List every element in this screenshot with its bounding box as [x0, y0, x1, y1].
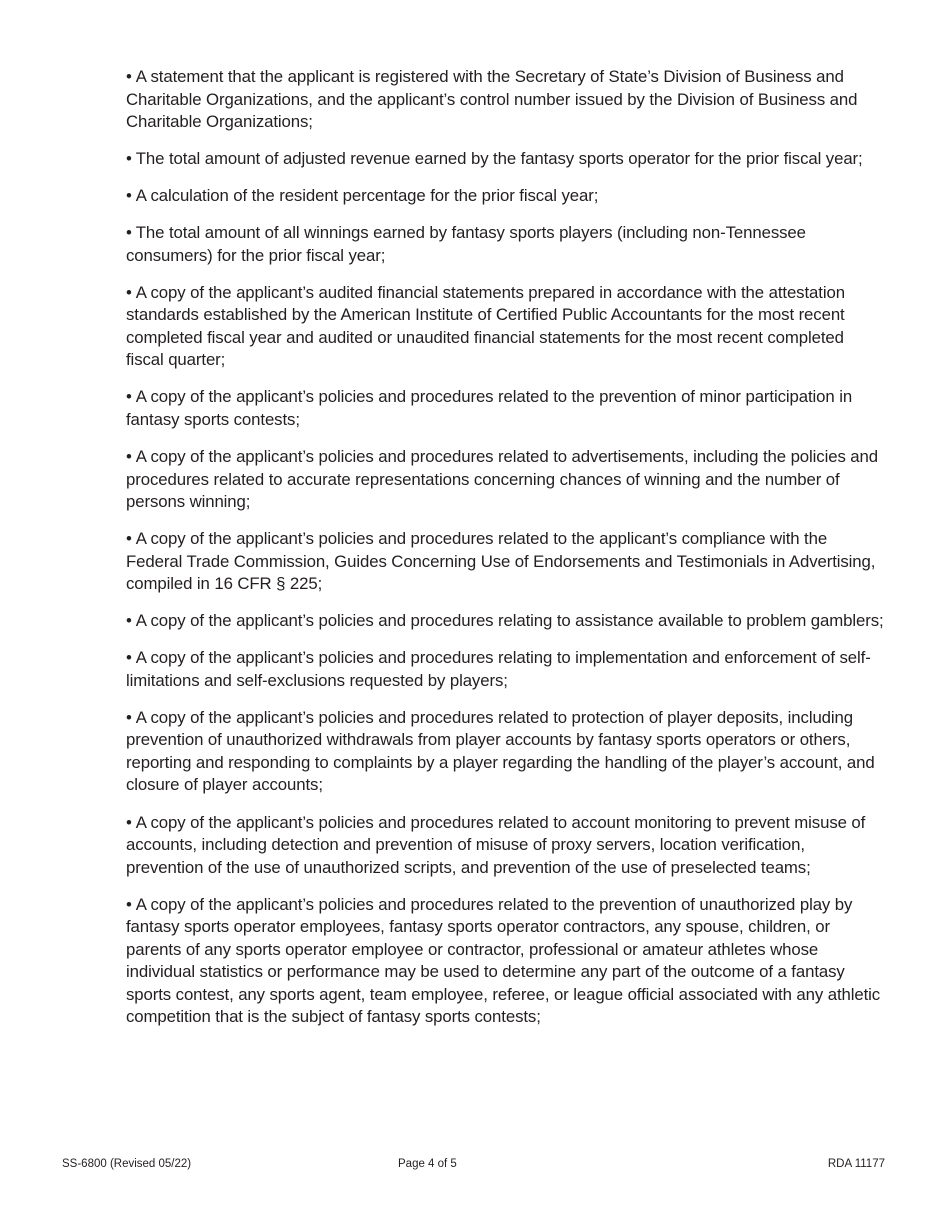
bullet-icon: •: [126, 812, 132, 832]
bullet-icon: •: [126, 707, 132, 727]
list-item-text: A copy of the applicant’s policies and procedures related to the applicant’s compliance with the Federal Trade Commission, Guides Concerning Use of Endorsements and Testimonials in Advertising, compiled in 16 CFR § 225;: [126, 529, 876, 594]
list-item: [126, 528, 886, 596]
list-item-text: A copy of the applicant’s policies and procedures related to advertisements, including the policies and procedures related to accurate representations concerning chances of winning and the number of persons winning;: [126, 447, 878, 512]
footer-form-number: SS-6800 (Revised 05/22): [62, 1158, 192, 1170]
bullet-icon: •: [126, 529, 132, 549]
list-item-text: A copy of the applicant’s policies and procedures related to account monitoring to prevent misuse of accounts, including detection and prevention of misuse of proxy servers, location verification, prevention of the use of unauthorized scripts, and prevention of the use of preselected teams;: [126, 812, 866, 877]
document-body: [126, 66, 886, 1043]
list-item-text: A copy of the applicant’s audited financial statements prepared in accordance with the attestation standards established by the American Institute of Certified Public Accountants for the most recent completed fiscal year and audited or unaudited financial statements for the most recent completed fiscal quarter;: [126, 282, 845, 370]
list-item-text: The total amount of all winnings earned by fantasy sports players (including non-Tennessee consumers) for the prior fiscal year;: [126, 223, 806, 265]
list-item: [126, 386, 886, 431]
list-item: [126, 446, 886, 514]
list-item-text: A copy of the applicant’s policies and procedures related to the prevention of minor participation in fantasy sports contests;: [126, 387, 853, 429]
list-item: [126, 282, 886, 372]
list-item-text: A calculation of the resident percentage for the prior fiscal year;: [135, 186, 599, 206]
bullet-icon: •: [126, 648, 132, 668]
list-item-text: A copy of the applicant’s policies and procedures relating to assistance available to problem gamblers;: [135, 611, 884, 631]
bullet-icon: •: [126, 282, 132, 302]
bullet-icon: •: [126, 447, 132, 467]
bullet-icon: •: [126, 611, 132, 631]
footer-page-number: Page 4 of 5: [398, 1158, 457, 1170]
list-item: [126, 222, 886, 267]
list-item: [126, 148, 886, 171]
list-item-text: A statement that the applicant is registered with the Secretary of State’s Division of Business and Charitable Organizations, and the applicant’s control number issued by the Division of Business and Charitable Organizations;: [126, 67, 858, 131]
bullet-icon: •: [126, 67, 132, 86]
list-item: [126, 894, 886, 1029]
footer-rda-number: RDA 11177: [827, 1158, 885, 1170]
list-item: [126, 66, 886, 134]
bullet-icon: •: [126, 387, 132, 407]
list-item: [126, 185, 886, 208]
list-item-text: A copy of the applicant’s policies and procedures related to the prevention of unauthorized play by fantasy sports operator employees, fantasy sports operator contractors, any spouse, children, or parents of any sports operator employee or contractor, professional or amateur athletes whose individual statistics or performance may be used to determine any part of the outcome of a fantasy sports contest, any sports agent, team employee, referee, or league official associated with any athletic competition that is the subject of fantasy sports contests;: [126, 894, 881, 1027]
list-item-text: The total amount of adjusted revenue earned by the fantasy sports operator for the prior fiscal year;: [135, 149, 863, 169]
list-item-text: A copy of the applicant’s policies and procedures related to protection of player deposits, including prevention of unauthorized withdrawals from player accounts by fantasy sports operators or others, reporting and responding to complaints by a player regarding the handling of the player’s account, and closure of player accounts;: [126, 707, 875, 795]
list-item-text: A copy of the applicant’s policies and procedures relating to implementation and enforcement of self-limitations and self-exclusions requested by players;: [126, 648, 871, 690]
list-item: [126, 707, 886, 797]
bullet-icon: •: [126, 894, 132, 914]
list-item: [126, 812, 886, 880]
bullet-icon: •: [126, 186, 132, 206]
bullet-icon: •: [126, 223, 132, 243]
list-item: [126, 647, 886, 692]
list-item: [126, 610, 886, 633]
bullet-icon: •: [126, 149, 132, 169]
